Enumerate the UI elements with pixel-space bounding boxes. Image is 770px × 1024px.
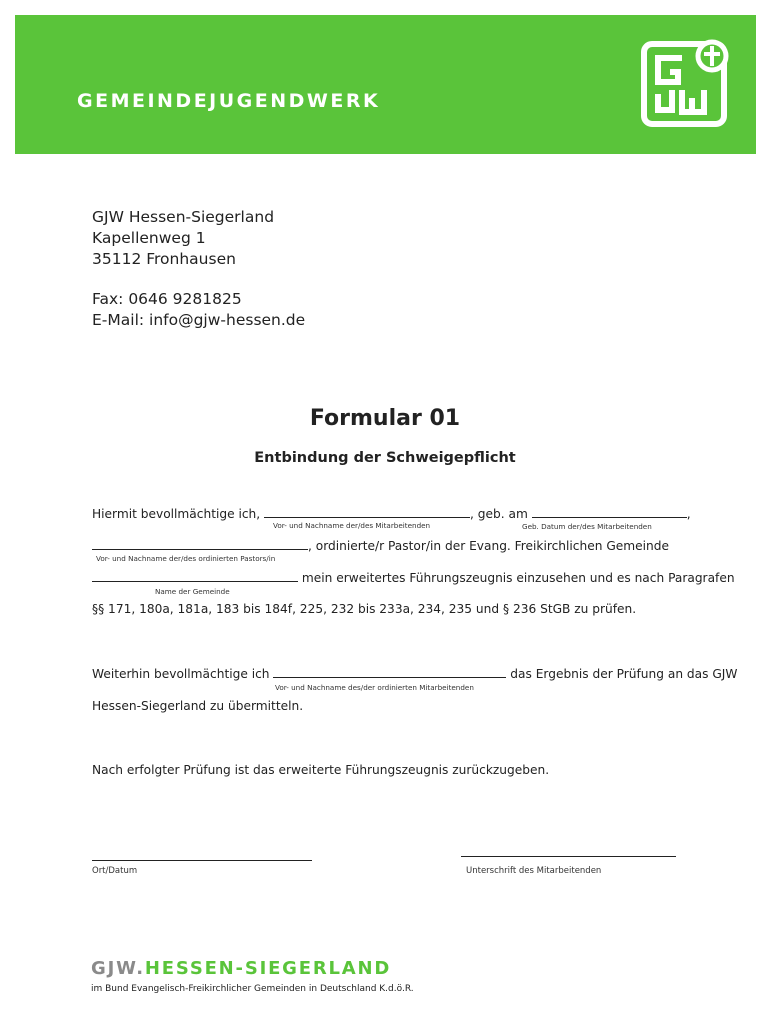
p3-text: mein erweitertes Führungszeugnis einzusehen und es nach Paragrafen	[301, 571, 735, 585]
place-date-signature-line[interactable]	[92, 860, 312, 861]
employee-name-field[interactable]	[264, 506, 470, 518]
caption-employee-signature: Unterschrift des Mitarbeitenden	[466, 866, 602, 876]
caption-mitarbeiter-name: Vor- und Nachname des/der ordinierten Mitarbeitenden	[275, 683, 474, 692]
p1-lead: Hiermit bevollmächtige ich,	[92, 507, 261, 521]
p1-end: ,	[686, 507, 691, 521]
address-email: E-Mail: info@gjw-hessen.de	[92, 311, 306, 329]
birthdate-field[interactable]	[532, 506, 687, 518]
banner-title: GEMEINDEJUGENDWERK	[77, 90, 381, 112]
caption-pastor-name: Vor- und Nachname der/des ordinierten Pastors/in	[96, 554, 276, 563]
gjw-logo	[626, 26, 734, 137]
footer-region: HESSEN-SIEGERLAND	[144, 958, 392, 979]
p1-geb: , geb. am	[470, 507, 528, 521]
caption-employee-name: Vor- und Nachname der/des Mitarbeitenden	[273, 521, 431, 530]
paragraph-5	[92, 666, 737, 681]
address-org: GJW Hessen-Siegerland	[92, 208, 275, 226]
pastor-name-field[interactable]	[92, 538, 308, 550]
address-street: Kapellenweg 1	[92, 229, 206, 247]
paragraph-7: Nach erfolgter Prüfung ist das erweiterte Führungszeugnis zurückzugeben.	[92, 763, 550, 777]
paragraph-6: Hessen-Siegerland zu übermitteln.	[92, 699, 304, 713]
footer-prefix: GJW.	[91, 958, 145, 979]
caption-gemeinde: Name der Gemeinde	[155, 587, 230, 596]
caption-birthdate: Geb. Datum der/des Mitarbeitenden	[522, 522, 652, 531]
footer-brand	[91, 958, 391, 979]
paragraph-4: §§ 171, 180a, 181a, 183 bis 184f, 225, 232 bis 233a, 234, 235 und § 236 StGB zu prüfen.	[92, 602, 637, 616]
p5-end: das Ergebnis der Prüfung an das GJW	[510, 667, 738, 681]
p2-text: , ordinierte/r Pastor/in der Evang. Freikirchlichen Gemeinde	[308, 539, 669, 553]
form-subtitle: Entbindung der Schweigepflicht	[254, 450, 516, 466]
address-city: 35112 Fronhausen	[92, 250, 236, 268]
paragraph-1	[92, 506, 691, 521]
paragraph-2	[92, 538, 669, 553]
gemeinde-name-field[interactable]	[92, 570, 298, 582]
caption-place-date: Ort/Datum	[92, 866, 138, 876]
form-title: Formular 01	[309, 406, 461, 431]
footer-subline: im Bund Evangelisch-Freikirchlicher Gemeinden in Deutschland K.d.ö.R.	[91, 984, 414, 994]
employee-signature-line[interactable]	[461, 856, 676, 857]
address-fax: Fax: 0646 9281825	[92, 290, 242, 308]
gjw-logo-icon	[626, 26, 734, 132]
paragraph-3	[92, 570, 735, 585]
p5-lead: Weiterhin bevollmächtige ich	[92, 667, 270, 681]
mitarbeiter-name-field[interactable]	[273, 666, 506, 678]
